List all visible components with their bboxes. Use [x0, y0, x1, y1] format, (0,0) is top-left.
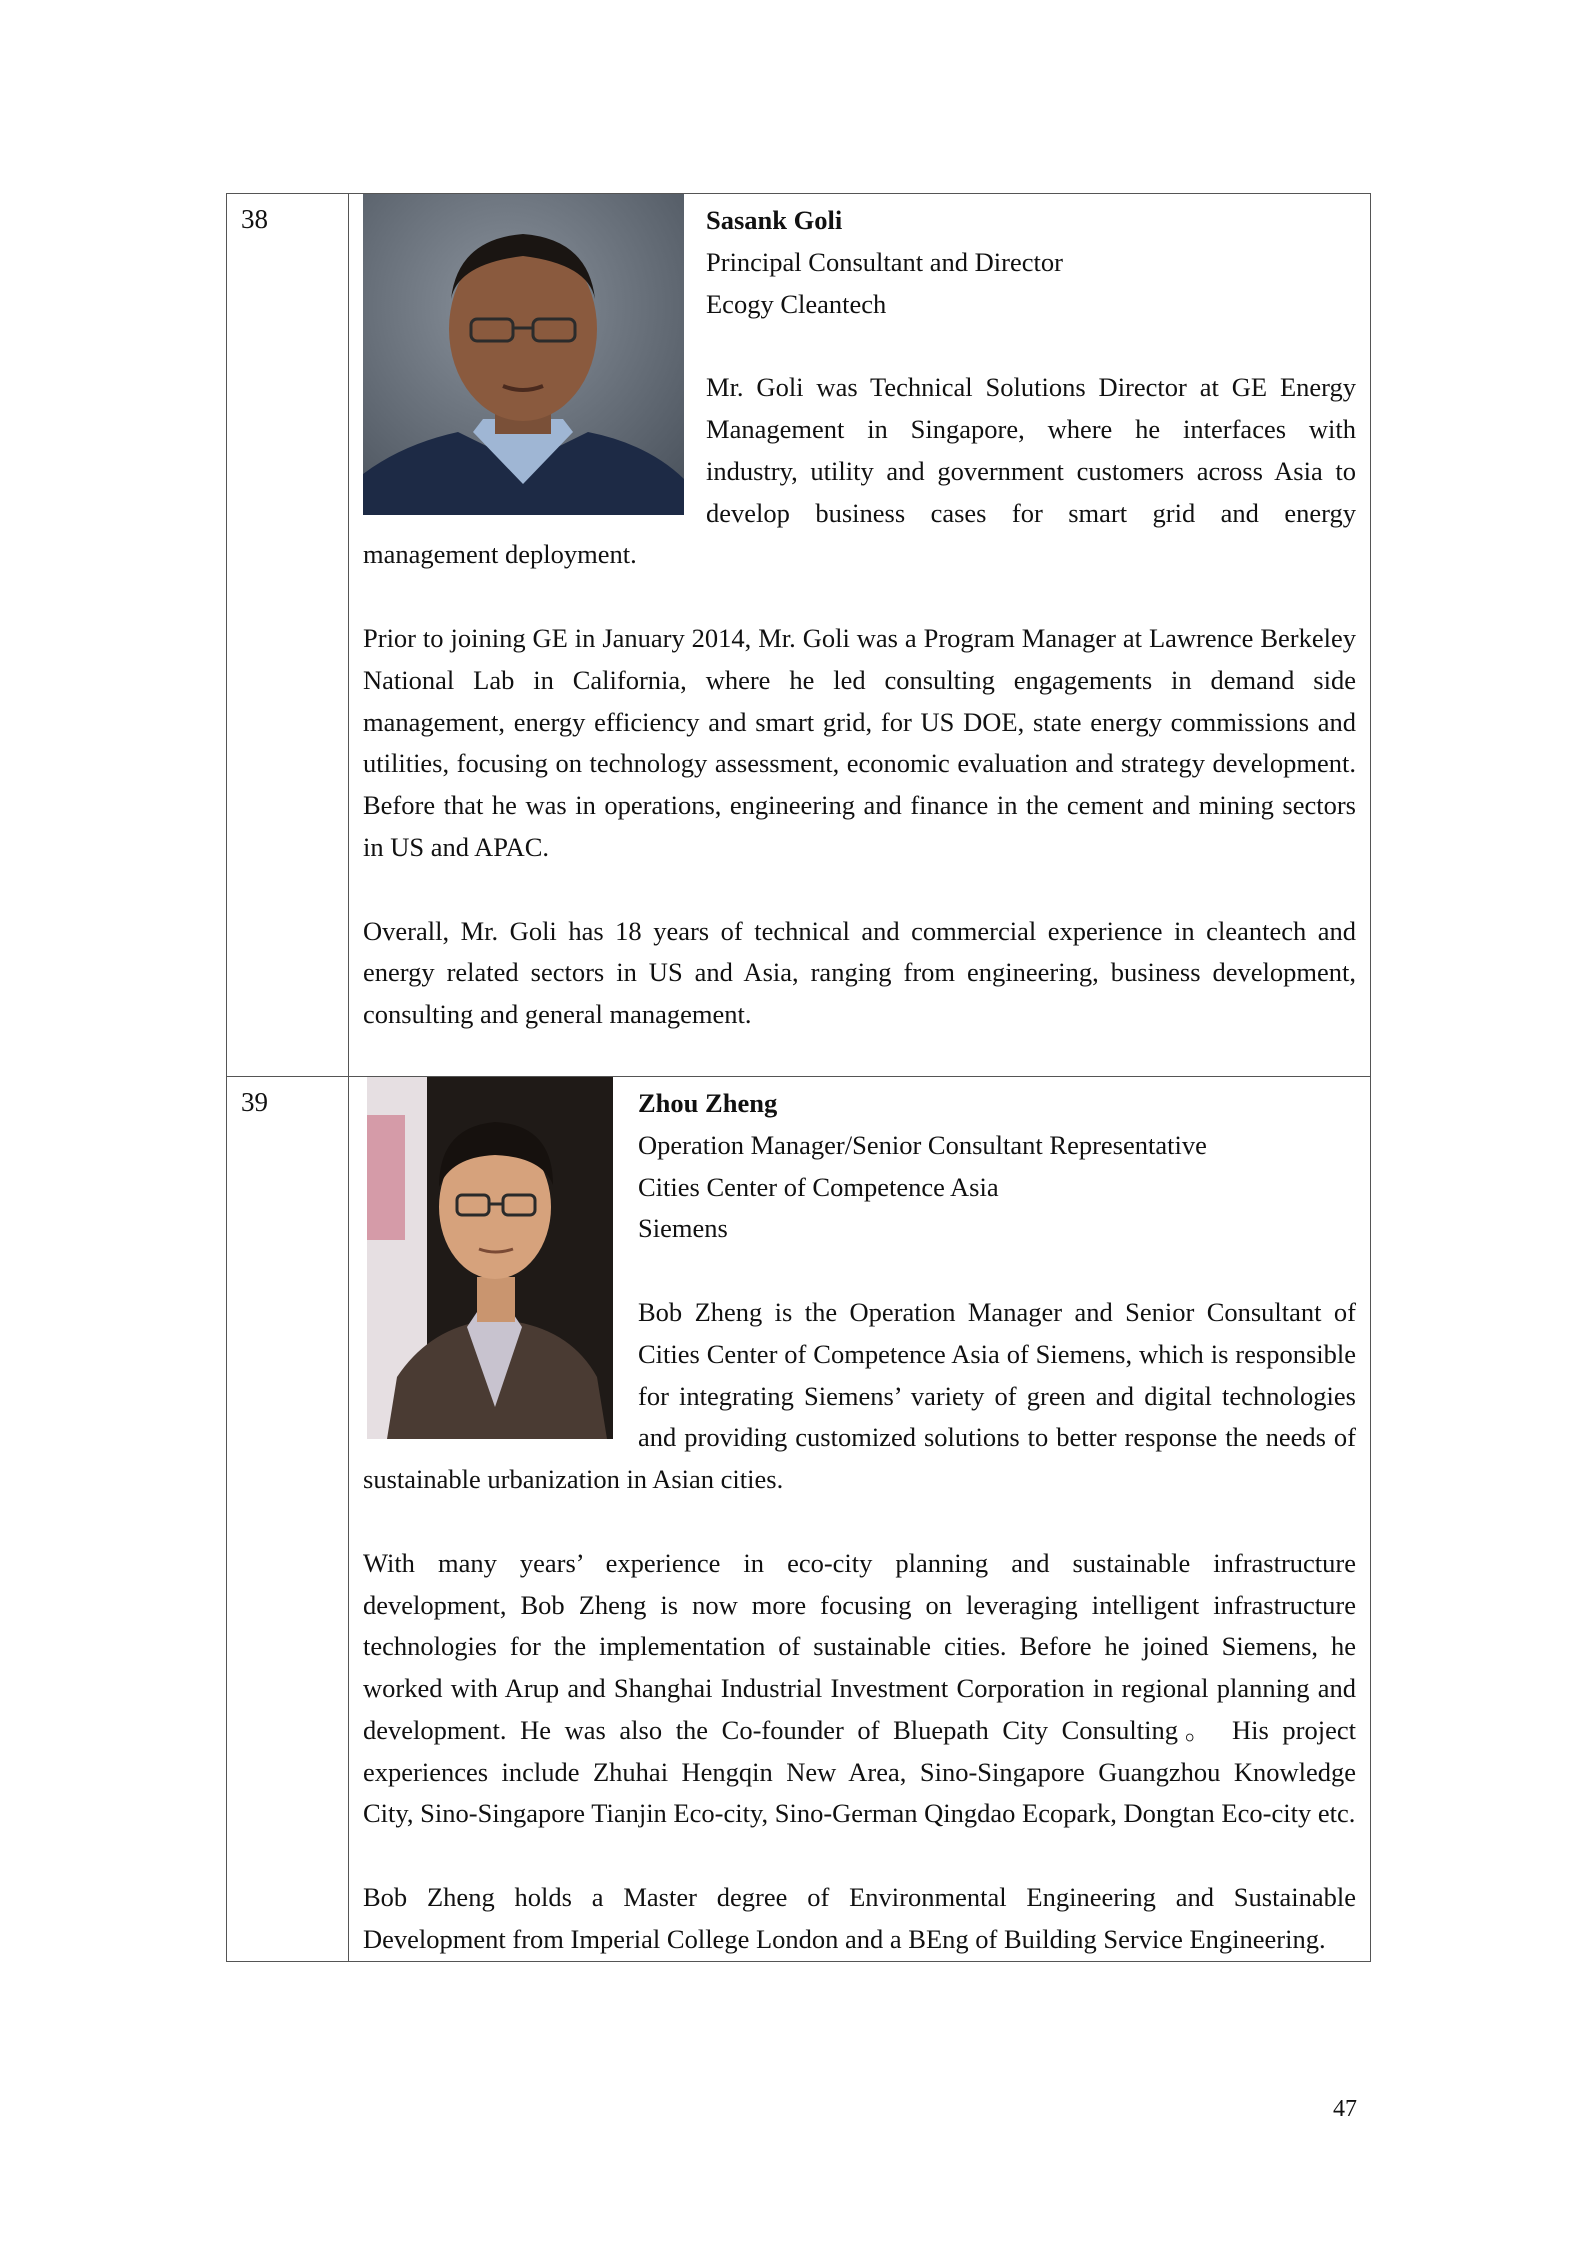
bio-content [349, 1076, 1371, 1961]
speaker-bio-table [226, 193, 1371, 1962]
speaker-name: Sasank Goli [706, 205, 843, 235]
speaker-name: Zhou Zheng [638, 1087, 778, 1118]
bio-paragraph: Prior to joining GE in January 2014, Mr. Goli was a Program Manager at Lawrence Berkeley National Lab in California, where he led consulting engagements in demand side management, energy efficiency and smart grid, for US DOE, state energy commissions and utilities, focusing on technology assessment, economic evaluation and strategy development. Before that he was in operations, engineering and finance in the cement and mining sectors in US and APAC. [363, 622, 1356, 862]
page-number: 47 [1333, 2096, 1357, 2122]
bio-paragraph: Bob Zheng is the Operation Manager and Senior Consultant of Cities Center of Competence Asia of Siemens, which is responsible for integrating Siemens’ variety of green and digital technologies and providing customized solutions to better response the needs of sustainable urbanization in Asian cities. [363, 1296, 1356, 1495]
speaker-organization: Cities Center of Competence Asia [638, 1171, 999, 1202]
bio-row [227, 194, 1371, 1077]
bio-row [227, 1076, 1371, 1961]
portrait-photo [363, 194, 684, 515]
bio-paragraph: With many years’ experience in eco-city planning and sustainable infrastructure development, Bob Zheng is now more focusing on leveraging intelligent infrastructure technologies for the implementation of sustainable cities. Before he joined Siemens, he worked with Arup and Shanghai Industrial Investment Corporation in regional planning and development. He was also the Co-founder of Bluepath City Consulting。 His project experiences include Zhuhai Hengqin New Area, Sino-Singapore Guangzhou Knowledge City, Sino-Singapore Tianjin Eco-city, Sino-German Qingdao Ecopark, Dongtan Eco-city etc. [363, 1547, 1356, 1829]
bio-paragraph: Bob Zheng holds a Master degree of Environmental Engineering and Sustainable Development from Imperial College London and a BEng of Building Service Engineering. [363, 1882, 1356, 1954]
portrait-photo [367, 1077, 613, 1439]
entry-number: 38 [227, 194, 349, 1077]
speaker-title: Principal Consultant and Director [706, 246, 1063, 277]
speaker-company: Siemens [638, 1213, 728, 1244]
bio-paragraph: Overall, Mr. Goli has 18 years of technical and commercial experience in cleantech and energy related sectors in US and Asia, ranging from engineering, business development, consulting and general management. [363, 915, 1356, 1030]
speaker-title: Operation Manager/Senior Consultant Representative [638, 1129, 1207, 1160]
bio-content [349, 194, 1371, 1077]
entry-number: 39 [227, 1076, 349, 1961]
speaker-organization: Ecogy Cleantech [706, 288, 887, 319]
bio-paragraph: Mr. Goli was Technical Solutions Director at GE Energy Management in Singapore, where he interfaces with industry, utility and government customers across Asia to develop business cases for smart grid and energy management deployment. [363, 372, 1356, 570]
